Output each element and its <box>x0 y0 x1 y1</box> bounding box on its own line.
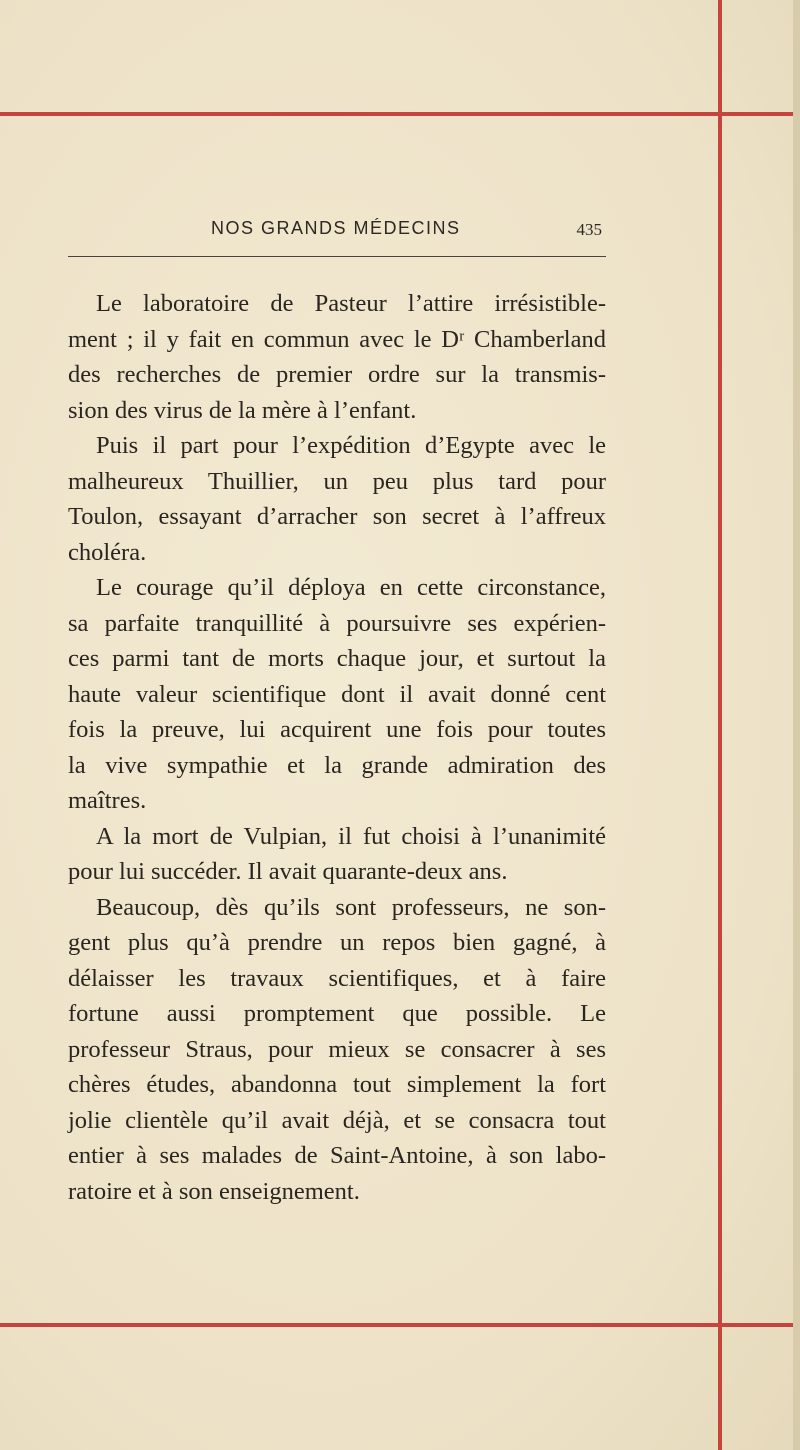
text-line: A la mort de Vulpian, il fut choisi à l’unanimité <box>96 822 606 850</box>
paragraph <box>68 286 606 428</box>
text-line: gent plus qu’à prendre un repos bien gagné, à <box>68 929 606 956</box>
bottom-red-rule <box>0 1323 800 1327</box>
text-line: fois la preuve, lui acquirent une fois pour toutes <box>68 716 606 743</box>
text-line: professeur Straus, pour mieux se consacrer à ses <box>68 1035 606 1063</box>
text-line: entier à ses malades de Saint-Antoine, à son labo- <box>68 1142 606 1169</box>
text-line: choléra. <box>68 538 147 566</box>
text-line: haute valeur scientifique dont il avait donné cent <box>68 680 606 708</box>
header-rule <box>68 256 606 257</box>
text-line: fortune aussi promptement que possible. Le <box>68 1000 606 1027</box>
text-line: Beaucoup, dès qu’ils sont professeurs, ne son- <box>96 893 606 921</box>
text-line: maîtres. <box>68 787 147 814</box>
text-line: délaisser les travaux scientifiques, et à faire <box>68 964 606 992</box>
text-line: jolie clientèle qu’il avait déjà, et se consacra tout <box>68 1106 606 1134</box>
text-line: ratoire et à son enseignement. <box>68 1177 360 1205</box>
text-line: ment ; il y fait en commun avec le Dʳ Chamberland <box>68 325 606 353</box>
text-line: malheureux Thuillier, un peu plus tard pour <box>68 467 606 495</box>
paragraph <box>68 570 606 819</box>
text-line: ces parmi tant de morts chaque jour, et surtout la <box>68 645 606 672</box>
text-line: chères études, abandonna tout simplement la fort <box>68 1071 606 1098</box>
text-line: Le courage qu’il déploya en cette circonstance, <box>96 574 606 601</box>
running-header <box>68 218 606 248</box>
text-line: la vive sympathie et la grande admiration des <box>68 751 606 779</box>
text-line: Le laboratoire de Pasteur l’attire irrésistible- <box>96 290 606 317</box>
paragraph <box>68 819 606 890</box>
right-red-rule <box>718 0 722 1450</box>
page-number: 435 <box>576 220 602 239</box>
running-title: NOS GRANDS MÉDECINS <box>211 218 461 238</box>
text-line: Toulon, essayant d’arracher son secret à l’affreux <box>68 503 606 530</box>
page-edge <box>793 0 800 1450</box>
text-line: des recherches de premier ordre sur la transmis- <box>68 361 606 388</box>
text-line: sa parfaite tranquillité à poursuivre ses expérien- <box>68 609 606 637</box>
text-line: sion des virus de la mère à l’enfant. <box>68 396 417 424</box>
body-text <box>68 286 606 1209</box>
text-line: pour lui succéder. Il avait quarante-deux ans. <box>68 858 508 885</box>
text-line: Puis il part pour l’expédition d’Egypte avec le <box>96 432 606 459</box>
paragraph <box>68 890 606 1210</box>
top-red-rule <box>0 112 800 116</box>
paragraph <box>68 428 606 570</box>
